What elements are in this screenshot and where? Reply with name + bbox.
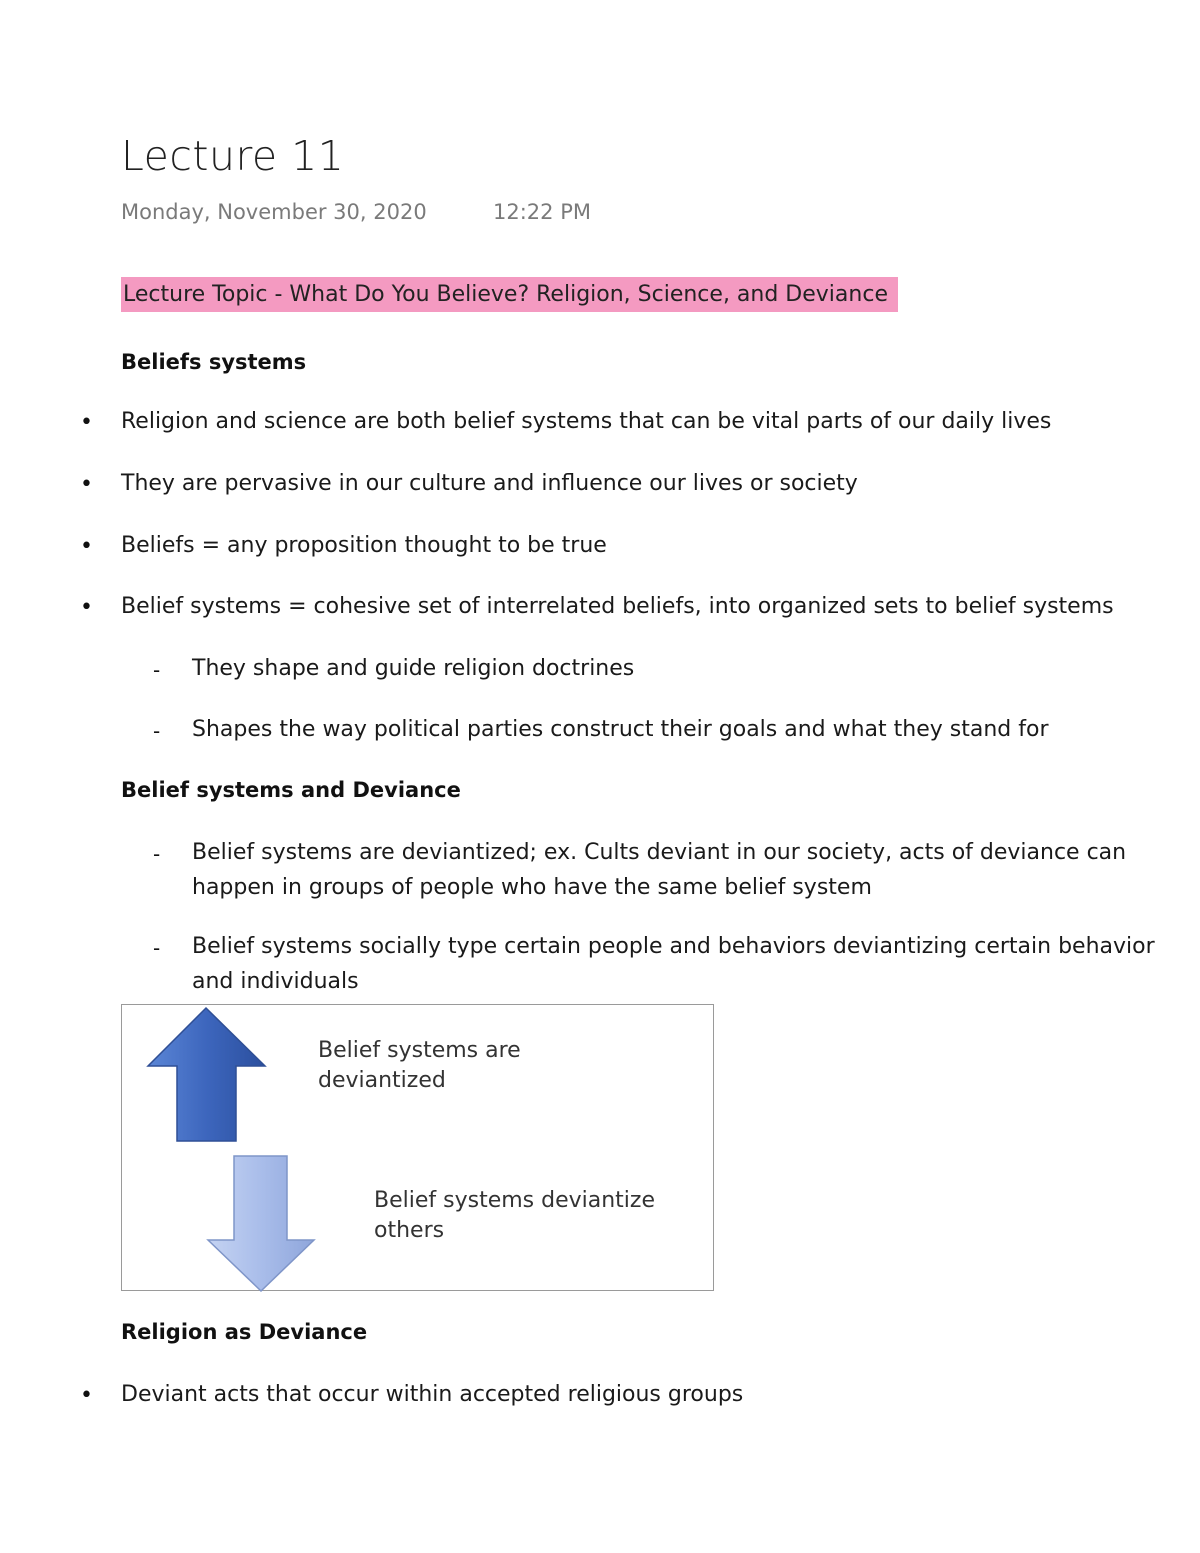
up-arrow-icon [148,1008,265,1141]
bullet-marker: • [80,1383,93,1408]
list-item: They are pervasive in our culture and influence our lives or society [121,471,858,496]
dash-marker: - [153,936,161,960]
bullet-marker: • [80,472,93,497]
sub-list-item: They shape and guide religion doctrines [192,656,635,681]
diagram-label-deviantized: Belief systems are deviantized [318,1038,521,1093]
lecture-topic-highlight: Lecture Topic - What Do You Believe? Religion, Science, and Deviance [121,277,898,312]
dash-marker: - [153,658,161,682]
section-heading-belief-systems-and-deviance: Belief systems and Deviance [121,778,461,802]
dash-marker: - [153,719,161,743]
page-time: 12:22 PM [493,200,591,224]
list-item: Religion and science are both belief systems that can be vital parts of our daily lives [121,409,1052,434]
deviance-diagram [121,1004,714,1291]
sub-list-item-line: happen in groups of people who have the same belief system [192,875,872,900]
sub-list-item-line: Belief systems socially type certain people and behaviors deviantizing certain behavior [192,934,1155,959]
page-date: Monday, November 30, 2020 [121,200,427,224]
down-arrow-icon [208,1156,314,1291]
diagram-label-deviantize-others: Belief systems deviantize others [374,1188,655,1243]
list-item: Deviant acts that occur within accepted religious groups [121,1382,744,1407]
list-item: Belief systems = cohesive set of interrelated beliefs, into organized sets to belief systems [121,594,1114,619]
section-heading-beliefs-systems: Beliefs systems [121,350,307,374]
page-title: Lecture 11 [121,132,345,180]
sub-list-item: Shapes the way political parties construct their goals and what they stand for [192,717,1049,742]
sub-list-item-line: and individuals [192,969,359,994]
section-heading-religion-as-deviance: Religion as Deviance [121,1320,368,1344]
sub-list-item-line: Belief systems are deviantized; ex. Cults deviant in our society, acts of deviance can [192,840,1127,865]
dash-marker: - [153,842,161,866]
bullet-marker: • [80,595,93,620]
bullet-marker: • [80,534,93,559]
bullet-marker: • [80,410,93,435]
list-item: Beliefs = any proposition thought to be true [121,533,607,558]
